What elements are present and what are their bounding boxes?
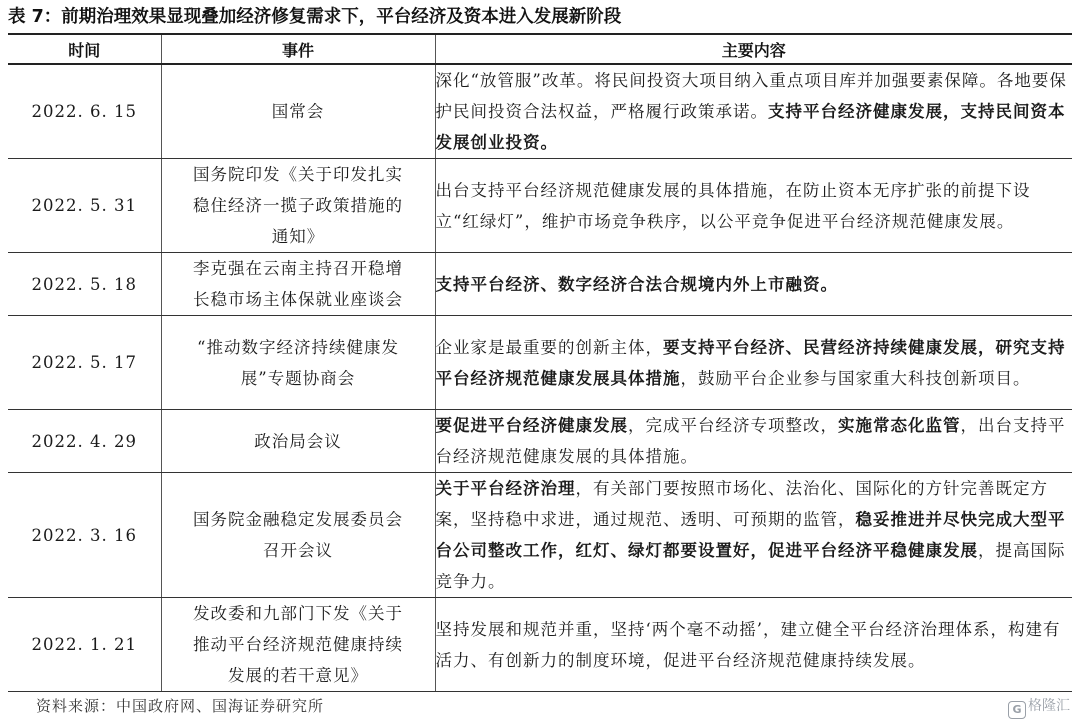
event-line: 发改委和九部门下发《关于 xyxy=(193,604,403,623)
content-emphasis: 实施常态化监管 xyxy=(838,416,961,435)
event-line: 稳住经济一揽子政策措施的 xyxy=(193,196,403,215)
table-row xyxy=(8,473,1072,598)
event-line: 国务院印发《关于印发扎实 xyxy=(193,165,403,184)
header-event: 事件 xyxy=(161,35,435,64)
row-event xyxy=(161,159,435,253)
row-content xyxy=(435,159,1072,253)
event-line: 召开会议 xyxy=(263,541,333,560)
content-text: ，完成平台经济专项整改， xyxy=(628,416,838,435)
table-row xyxy=(8,410,1072,473)
content-text: 深化“放管服”改革。将民间投资大项目纳入重点项目库并加强要素保障。各地要保护民间投资合法权益，严格履行政策承诺。 xyxy=(435,71,1067,121)
event-line: 政治局会议 xyxy=(254,431,342,451)
row-content xyxy=(435,316,1072,410)
content-emphasis: 要促进平台经济健康发展 xyxy=(435,416,628,435)
row-date: 2022. 1. 21 xyxy=(8,598,161,692)
event-line: 推动平台经济规范健康持续 xyxy=(193,635,403,654)
event-line: 通知》 xyxy=(271,227,325,246)
content-text: ，提高国际竞争力。 xyxy=(435,541,1066,591)
source-note: 资料来源：中国政府网、国海证券研究所 xyxy=(36,697,325,715)
event-line: 国常会 xyxy=(271,102,325,121)
watermark-text: 格隆汇 xyxy=(1028,698,1070,714)
row-date: 2022. 6. 15 xyxy=(8,64,161,159)
event-line: 国务院金融稳定发展委员会 xyxy=(193,510,403,529)
row-event xyxy=(161,410,435,473)
header-row xyxy=(8,35,1072,64)
table-row xyxy=(8,598,1072,692)
table-row xyxy=(8,316,1072,410)
content-emphasis: 稳妥推进并尽快完成大型平台公司整改工作，红灯、绿灯都要设置好，促进平台经济平稳健康发展 xyxy=(435,510,1066,560)
content-text: 企业家是最重要的创新主体， xyxy=(435,337,663,357)
event-line: 展”专题协商会 xyxy=(240,368,356,388)
content-text: ，出台支持平台经济规范健康发展的具体措施。 xyxy=(435,416,1066,466)
table-title: 表 7：前期治理效果显现叠加经济修复需求下，平台经济及资本进入发展新阶段 xyxy=(8,7,622,27)
content-text: 出台支持平台经济规范健康发展的具体措施，在防止资本无序扩张的前提下设立“红绿灯”，维护市场竞争秩序，以公平竞争促进平台经济规范健康发展。 xyxy=(435,180,1031,231)
row-content xyxy=(435,410,1072,473)
event-line: “推动数字经济持续健康发 xyxy=(197,337,399,357)
watermark xyxy=(1008,695,1070,717)
header-content: 主要内容 xyxy=(435,35,1072,64)
content-emphasis: 支持平台经济、数字经济合法合规境内外上市融资。 xyxy=(435,274,838,294)
table-row xyxy=(8,64,1072,159)
row-content xyxy=(435,64,1072,159)
content-emphasis: 支持平台经济健康发展，支持民间资本发展创业投资。 xyxy=(435,102,1066,152)
row-date: 2022. 5. 31 xyxy=(8,159,161,253)
watermark-logo-icon: G xyxy=(1008,701,1026,719)
row-event xyxy=(161,253,435,316)
row-content xyxy=(435,598,1072,692)
row-date: 2022. 4. 29 xyxy=(8,410,161,473)
row-content xyxy=(435,473,1072,598)
content-text: 坚持发展和规范并重，坚持‘两个毫不动摇’，建立健全平台经济治理体系，构建有活力、有创新力的制度环境，促进平台经济规范健康持续发展。 xyxy=(435,619,1061,670)
row-event xyxy=(161,598,435,692)
row-event xyxy=(161,473,435,598)
event-line: 发展的若干意见》 xyxy=(228,666,368,685)
event-line: 李克强在云南主持召开稳增 xyxy=(193,259,403,278)
row-event xyxy=(161,316,435,410)
row-content xyxy=(435,253,1072,316)
events-table xyxy=(8,35,1072,692)
event-line: 长稳市场主体保就业座谈会 xyxy=(193,290,403,309)
header-date: 时间 xyxy=(8,35,161,64)
content-emphasis: 关于平台经济治理 xyxy=(435,479,576,498)
content-text: ，鼓励平台企业参与国家重大科技创新项目。 xyxy=(680,368,1031,388)
table-row xyxy=(8,253,1072,316)
content-emphasis: 要支持平台经济、民营经济持续健康发展，研究支持平台经济规范健康发展具体措施 xyxy=(435,337,1066,388)
row-date: 2022. 3. 16 xyxy=(8,473,161,598)
row-date: 2022. 5. 18 xyxy=(8,253,161,316)
content-text: ，有关部门要按照市场化、法治化、国际化的方针完善既定方案，坚持稳中求进，通过规范、透明、可预期的监管， xyxy=(435,479,1048,529)
row-event xyxy=(161,64,435,159)
table-row xyxy=(8,159,1072,253)
row-date: 2022. 5. 17 xyxy=(8,316,161,410)
